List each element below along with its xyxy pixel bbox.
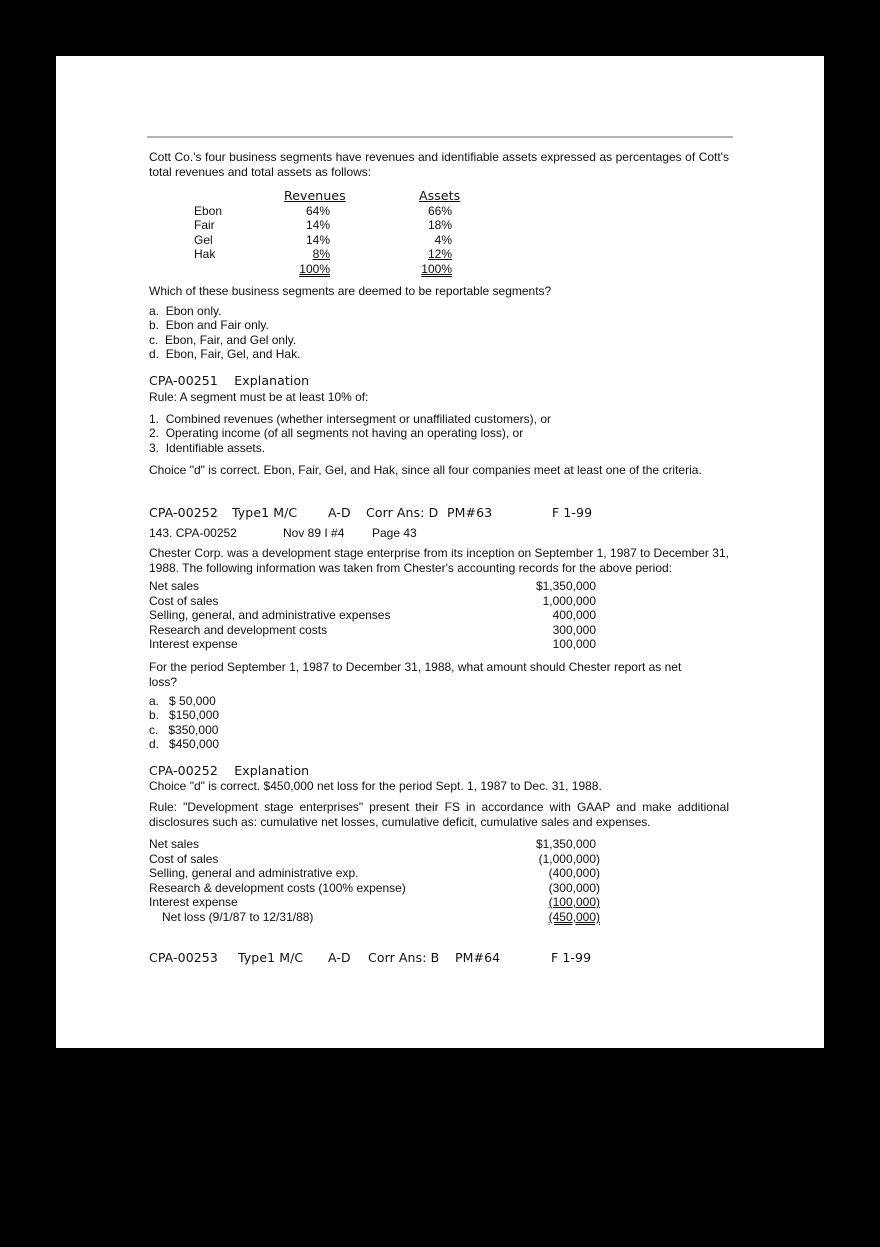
choice-item	[149, 333, 296, 348]
choice-letter: a.	[149, 304, 160, 318]
explanation-heading	[149, 764, 309, 779]
choice-text: $350,000	[168, 723, 219, 737]
question-header-type: Type1 M/C	[238, 950, 304, 965]
choice-item	[149, 304, 222, 319]
item-label: Cost of sales	[149, 594, 219, 608]
question-header-type: Type1 M/C	[232, 505, 298, 520]
question-ref-num: 143. CPA-00252	[149, 526, 237, 540]
q251-question: Which of these business segments are deemed to be reportable segments?	[149, 284, 552, 298]
item-value: 1,000,000	[542, 594, 596, 608]
calc-label: Net sales	[149, 837, 200, 851]
question-header-range: A-D	[328, 505, 351, 520]
segment-revenues: 64%	[305, 204, 330, 218]
q252-stem: Chester Corp. was a development stage enterprise from its inception on September 1, 1987 to December 31, 1988. The following information was taken from Chester's accounting records for the above period:	[149, 546, 729, 575]
choice-text: $ 50,000	[169, 694, 216, 708]
segment-assets: 4%	[434, 233, 452, 247]
horizontal-rule	[147, 136, 733, 138]
criterion-item	[149, 426, 523, 441]
item-value: 300,000	[552, 623, 596, 637]
table-header-assets: Assets	[419, 188, 461, 203]
calc-value: $1,350,000	[535, 837, 596, 851]
choice-item	[149, 708, 219, 723]
choice-text: $150,000	[169, 708, 220, 722]
explanation-id: CPA-00252	[149, 763, 218, 778]
net-loss-value: (450,000)	[548, 910, 600, 924]
choice-text: $450,000	[169, 737, 220, 751]
calc-label: Interest expense	[149, 895, 238, 909]
explanation-id: CPA-00251	[149, 373, 218, 388]
calc-value: (400,000)	[548, 866, 600, 880]
calc-label: Cost of sales	[149, 852, 219, 866]
choice-letter: b.	[149, 708, 160, 722]
item-value: 100,000	[552, 637, 596, 651]
question-header-form: F 1-99	[551, 950, 592, 965]
item-label: Net sales	[149, 579, 200, 593]
criterion-num: 3.	[149, 441, 160, 455]
choice-item	[149, 723, 218, 738]
choice-text: Ebon, Fair, Gel, and Hak.	[165, 347, 301, 361]
item-label: Selling, general, and administrative expenses	[149, 608, 391, 622]
choice-item	[149, 318, 269, 333]
choice-text: Ebon, Fair, and Gel only.	[165, 333, 297, 347]
question-header-pm: PM#63	[447, 505, 493, 520]
calc-label: Research & development costs (100% expense)	[149, 881, 406, 895]
segment-revenues: 8%	[312, 247, 330, 261]
explanation-label: Explanation	[234, 373, 310, 388]
criterion-num: 1.	[149, 412, 160, 426]
segment-assets: 66%	[427, 204, 452, 218]
criterion-num: 2.	[149, 426, 160, 440]
explanation-label: Explanation	[234, 763, 310, 778]
item-label: Research and development costs	[149, 623, 328, 637]
explanation-heading	[149, 374, 309, 389]
calc-label: Selling, general and administrative exp.	[149, 866, 359, 880]
criterion-text: Identifiable assets.	[165, 441, 266, 455]
criterion-text: Operating income (of all segments not having an operating loss), or	[165, 426, 524, 440]
segment-name: Gel	[194, 233, 213, 247]
item-label: Interest expense	[149, 637, 238, 651]
choice-item	[149, 694, 216, 709]
question-header-range: A-D	[328, 950, 351, 965]
calc-value: (300,000)	[548, 881, 600, 895]
calc-value: (1,000,000)	[538, 852, 600, 866]
page-content	[56, 56, 824, 1048]
segment-name: Ebon	[194, 204, 223, 218]
question-ref-page: Page 43	[372, 526, 417, 540]
segment-assets: 12%	[427, 247, 452, 261]
question-header-correct: Corr Ans: B	[368, 950, 440, 965]
choice-item	[149, 347, 300, 362]
choice-letter: a.	[149, 694, 160, 708]
question-header-form: F 1-99	[552, 505, 593, 520]
net-loss-label: Net loss (9/1/87 to 12/31/88)	[162, 910, 314, 924]
criterion-item	[149, 441, 265, 456]
total-revenues: 100%	[299, 262, 330, 276]
question-header-correct: Corr Ans: D	[366, 505, 439, 520]
table-header-revenues: Revenues	[284, 188, 346, 203]
calc-value: (100,000)	[548, 895, 600, 909]
segment-assets: 18%	[427, 218, 452, 232]
question-header-pm: PM#64	[455, 950, 501, 965]
segment-name: Hak	[194, 247, 216, 261]
segment-revenues: 14%	[305, 233, 330, 247]
choice-letter: d.	[149, 347, 160, 361]
total-assets: 100%	[421, 262, 452, 276]
choice-letter: b.	[149, 318, 160, 332]
explanation-answer: Choice "d" is correct. $450,000 net loss for the period Sept. 1, 1987 to Dec. 31, 1988.	[149, 779, 602, 793]
choice-letter: c.	[149, 333, 159, 347]
choice-text: Ebon and Fair only.	[165, 318, 269, 332]
explanation-rule: Rule: A segment must be at least 10% of:	[149, 390, 369, 404]
segment-name: Fair	[194, 218, 215, 232]
criterion-item	[149, 412, 551, 427]
q251-stem: Cott Co.'s four business segments have revenues and identifiable assets expressed as percentages of Cott's total revenues and total assets as follows:	[149, 150, 729, 179]
question-header-id: CPA-00253	[149, 950, 218, 965]
criterion-text: Combined revenues (whether intersegment or unaffiliated customers), or	[165, 412, 551, 426]
explanation-rule: Rule: "Development stage enterprises" present their FS in accordance with GAAP and make additional disclosures such as: cumulative net losses, cumulative deficit, cumulative sales and expenses.	[149, 800, 729, 829]
choice-letter: d.	[149, 737, 160, 751]
question-ref-exam: Nov 89 I #4	[283, 526, 345, 540]
choice-item	[149, 737, 219, 752]
item-value: 400,000	[552, 608, 596, 622]
segment-revenues: 14%	[305, 218, 330, 232]
question-header-id: CPA-00252	[149, 505, 218, 520]
q252-question: For the period September 1, 1987 to December 31, 1988, what amount should Chester report as net loss?	[149, 660, 682, 689]
choice-text: Ebon only.	[165, 304, 222, 318]
choice-letter: c.	[149, 723, 159, 737]
item-value: $1,350,000	[535, 579, 596, 593]
explanation-answer: Choice "d" is correct. Ebon, Fair, Gel, and Hak, since all four companies meet at least one of the criteria.	[149, 463, 702, 477]
document-page	[56, 56, 824, 1048]
